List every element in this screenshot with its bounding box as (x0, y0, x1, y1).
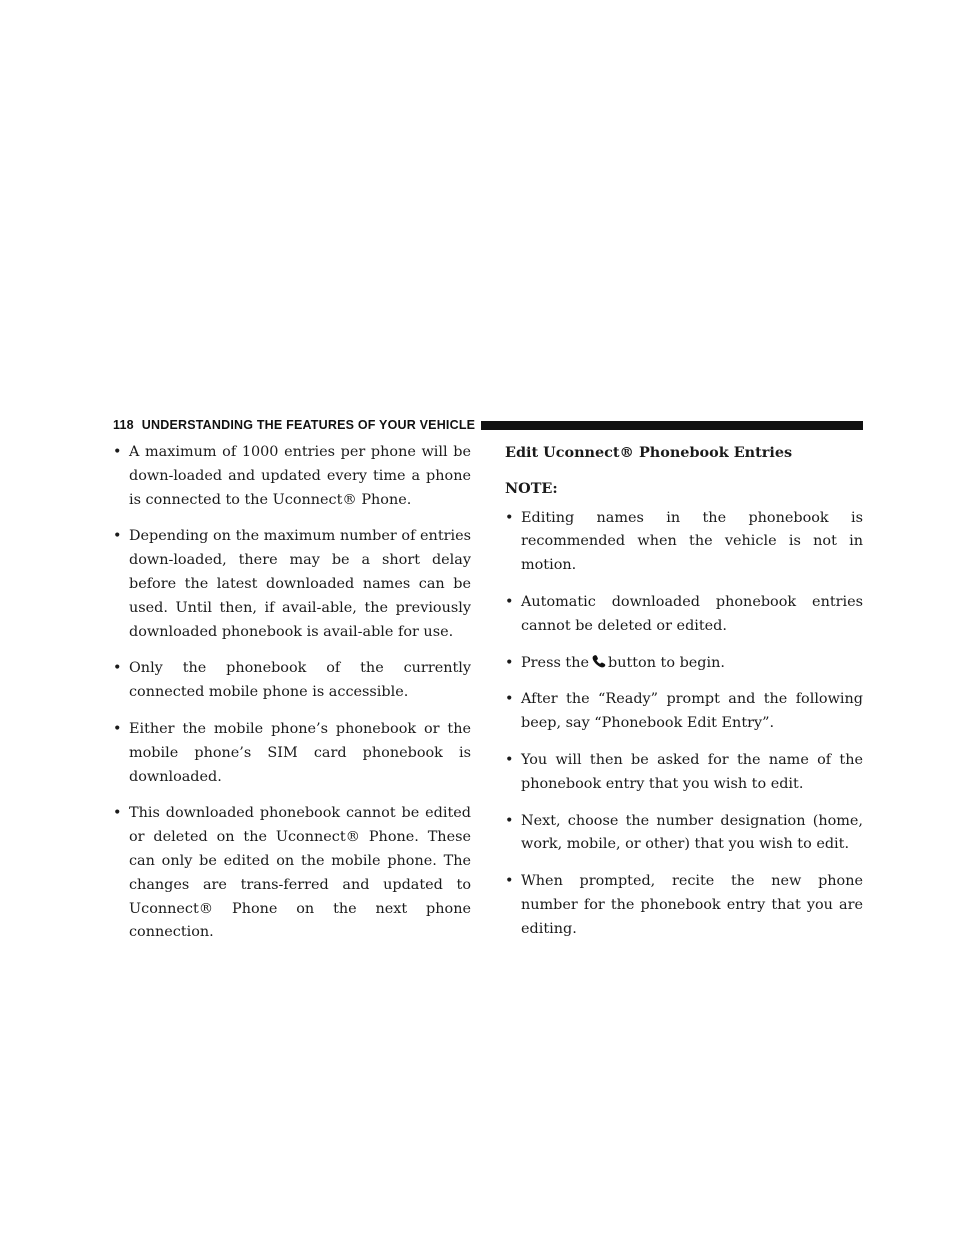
list-item (505, 652, 863, 676)
list-item-text: Either the mobile phone’s phonebook or the mobile phone’s SIM card phonebook is downloaded. (129, 720, 471, 785)
left-bullet-list (113, 441, 471, 945)
page-header (113, 418, 863, 432)
list-item-text: When prompted, recite the new phone number for the phonebook entry that you are editing. (521, 873, 863, 937)
bullet-glyph: • (113, 528, 122, 545)
press-phone-instruction (521, 652, 863, 676)
bullet-glyph: • (113, 444, 122, 460)
header-rule (481, 421, 863, 430)
list-item-text: You will then be asked for the name of the phonebook entry that you wish to edit. (521, 751, 863, 792)
bullet-glyph: • (113, 660, 122, 677)
bullet-glyph: • (505, 873, 514, 890)
list-item (113, 802, 471, 945)
list-item (505, 810, 863, 858)
section-heading: Edit Uconnect® Phonebook Entries (505, 444, 793, 461)
list-item (505, 688, 863, 736)
list-item-text: Only the phonebook of the currently connected mobile phone is accessible. (129, 660, 471, 701)
list-item (113, 718, 471, 789)
left-column (113, 441, 471, 958)
page-number: 118 (113, 418, 134, 432)
bullet-glyph: • (505, 593, 514, 610)
bullet-glyph: • (505, 654, 514, 671)
bullet-glyph: • (505, 812, 514, 829)
list-item-text: Depending on the maximum number of entries down-loaded, there may be a short delay before the latest downloaded names can be used. Until then, if avail-able, the previously downloaded phonebook is avail-able for use. (129, 528, 471, 640)
phone-icon (592, 654, 607, 668)
right-bullet-list (505, 507, 863, 942)
list-item (113, 441, 471, 512)
section-title: UNDERSTANDING THE FEATURES OF YOUR VEHICLE (141, 418, 476, 432)
list-item (505, 507, 863, 578)
list-item-text: Editing names in the phonebook is recommended when the vehicle is not in motion. (521, 509, 863, 574)
list-item-text: After the “Ready” prompt and the following beep, say “Phonebook Edit Entry”. (521, 691, 863, 732)
list-item-text: A maximum of 1000 entries per phone will be down-loaded and updated every time a phone is connected to the Uconnect® Phone. (129, 444, 471, 508)
press-text-after: button to begin. (608, 654, 725, 671)
list-item (113, 525, 471, 644)
bullet-glyph: • (505, 751, 514, 768)
bullet-glyph: • (113, 720, 122, 737)
bullet-glyph: • (113, 805, 122, 822)
list-item-text: Automatic downloaded phonebook entries cannot be deleted or edited. (521, 593, 863, 634)
bullet-glyph: • (505, 509, 514, 526)
list-item (505, 591, 863, 639)
list-item (505, 749, 863, 797)
note-label: NOTE: (505, 479, 558, 497)
list-item-text: Next, choose the number designation (home, work, mobile, or other) that you wish to edit. (521, 812, 863, 853)
list-item (113, 657, 471, 705)
list-item-text: This downloaded phonebook cannot be edited or deleted on the Uconnect® Phone. These can only be edited on the mobile phone. The changes are trans-ferred and updated to Uconnect® Phone on the next phone connection. (129, 805, 471, 941)
right-column (505, 441, 863, 955)
list-item (505, 870, 863, 941)
press-text-before: Press the (521, 654, 589, 671)
bullet-glyph: • (505, 691, 514, 708)
